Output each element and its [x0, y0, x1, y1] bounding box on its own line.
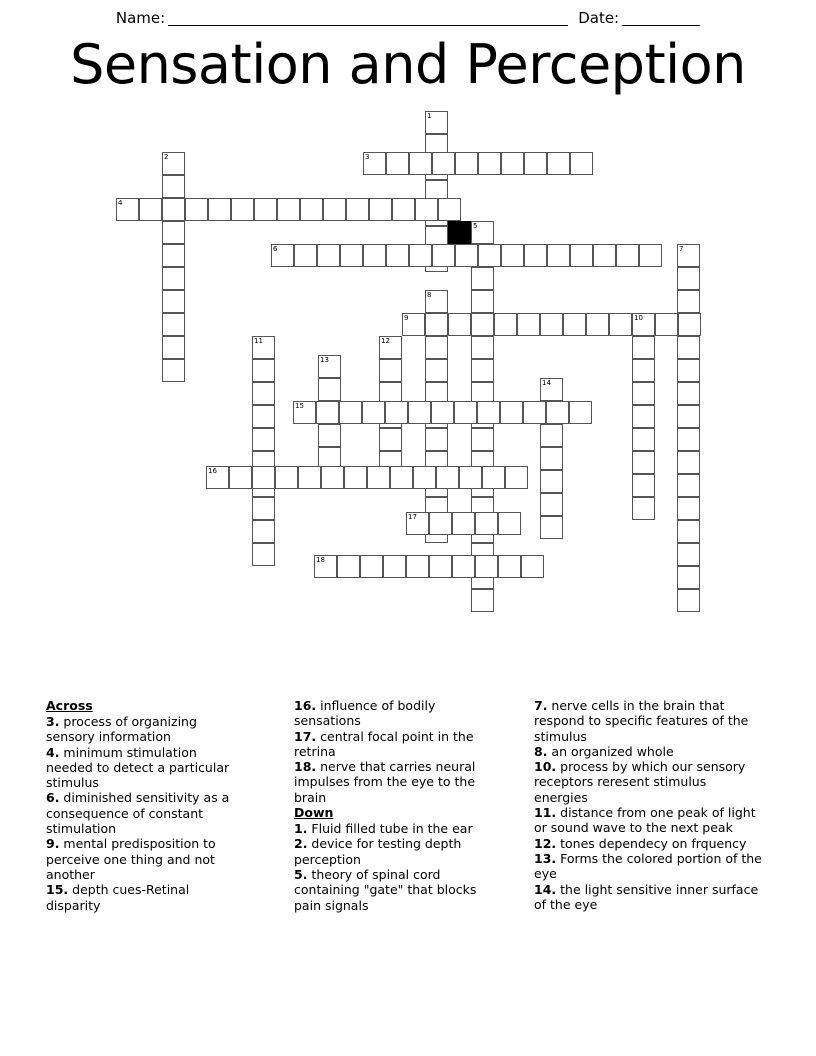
grid-cell[interactable]	[632, 451, 655, 474]
clue-item	[294, 836, 482, 867]
grid-cell[interactable]	[162, 221, 185, 244]
clue-item	[534, 851, 762, 882]
grid-cell[interactable]	[293, 401, 316, 424]
clue-number: 2.	[294, 836, 308, 852]
clue-number: 1.	[294, 821, 308, 837]
grid-cell[interactable]	[677, 566, 700, 589]
grid-cell[interactable]	[363, 152, 386, 175]
grid-cell-number: 6	[273, 245, 278, 253]
clue-number: 18.	[294, 759, 317, 775]
grid-cell[interactable]	[524, 152, 547, 175]
grid-cell[interactable]	[448, 313, 471, 336]
clue-number: 8.	[534, 743, 548, 759]
grid-cell[interactable]	[546, 401, 569, 424]
grid-cell[interactable]	[206, 466, 229, 489]
grid-cell[interactable]	[471, 313, 494, 336]
grid-cell[interactable]	[318, 378, 341, 401]
grid-cell[interactable]	[436, 466, 459, 489]
grid-cell[interactable]	[252, 520, 275, 543]
clue-text: distance from one peak of light or sound wave to the next peak	[534, 805, 756, 836]
grid-cell[interactable]	[632, 382, 655, 405]
grid-cell[interactable]	[386, 244, 409, 267]
grid-cell-blocked	[448, 221, 471, 244]
grid-cell[interactable]	[337, 555, 360, 578]
grid-cell[interactable]	[252, 359, 275, 382]
grid-cell[interactable]	[540, 470, 563, 493]
grid-cell[interactable]	[677, 520, 700, 543]
grid-cell[interactable]	[275, 466, 298, 489]
grid-cell[interactable]	[162, 175, 185, 198]
grid-cell[interactable]	[677, 267, 700, 290]
grid-cell[interactable]	[455, 244, 478, 267]
date-label: Date:	[578, 9, 620, 27]
grid-cell[interactable]	[402, 313, 425, 336]
grid-cell[interactable]	[314, 555, 337, 578]
grid-cell[interactable]	[547, 244, 570, 267]
grid-cell[interactable]	[452, 512, 475, 535]
grid-cell[interactable]	[363, 244, 386, 267]
grid-cell[interactable]	[346, 198, 369, 221]
grid-cell[interactable]	[471, 359, 494, 382]
clue-number: 7.	[534, 698, 548, 713]
clues-section	[0, 698, 816, 998]
grid-cell[interactable]	[586, 313, 609, 336]
clues-column-1	[0, 698, 250, 998]
grid-cell[interactable]	[432, 152, 455, 175]
clue-text: Fluid filled tube in the ear	[307, 821, 473, 837]
grid-cell[interactable]	[379, 359, 402, 382]
clue-text: influence of bodily sensations	[294, 698, 436, 729]
grid-cell[interactable]	[408, 401, 431, 424]
grid-cell[interactable]	[517, 313, 540, 336]
clue-number: 6.	[46, 790, 60, 806]
grid-cell[interactable]	[386, 152, 409, 175]
grid-cell[interactable]	[655, 313, 678, 336]
clue-item	[294, 729, 482, 760]
clue-item	[46, 882, 240, 913]
grid-cell[interactable]	[162, 267, 185, 290]
grid-cell[interactable]	[406, 555, 429, 578]
grid-cell[interactable]	[471, 267, 494, 290]
grid-cell[interactable]	[321, 466, 344, 489]
clue-text: an organized whole	[547, 743, 674, 759]
clue-number: 12.	[534, 835, 557, 851]
grid-cell[interactable]	[413, 466, 436, 489]
grid-cell-number: 3	[365, 153, 370, 161]
clue-text: process of organizing sensory information	[46, 714, 197, 745]
grid-cell[interactable]	[139, 198, 162, 221]
grid-cell[interactable]	[494, 313, 517, 336]
grid-cell[interactable]	[677, 359, 700, 382]
grid-cell[interactable]	[252, 405, 275, 428]
clue-number: 14.	[534, 881, 557, 897]
grid-cell[interactable]	[298, 466, 321, 489]
clue-item	[46, 790, 240, 836]
grid-cell-number: 9	[404, 314, 409, 322]
grid-cell[interactable]	[425, 290, 448, 313]
clue-text: depth cues-Retinal disparity	[46, 882, 190, 913]
clue-text: Forms the colored portion of the eye	[534, 850, 762, 882]
clue-text: nerve cells in the brain that respond to specific features of the stimulus	[534, 698, 749, 744]
grid-cell[interactable]	[498, 555, 521, 578]
grid-cell[interactable]	[362, 401, 385, 424]
grid-cell[interactable]	[455, 152, 478, 175]
grid-cell[interactable]	[498, 512, 521, 535]
grid-cell[interactable]	[379, 428, 402, 451]
grid-cell[interactable]	[540, 313, 563, 336]
grid-cell[interactable]	[569, 401, 592, 424]
grid-cell-number: 16	[208, 467, 217, 475]
grid-cell[interactable]	[162, 313, 185, 336]
grid-cell[interactable]	[616, 244, 639, 267]
grid-cell[interactable]	[162, 336, 185, 359]
clue-text: device for testing depth perception	[294, 836, 462, 867]
grid-cell[interactable]	[252, 336, 275, 359]
grid-cell[interactable]	[425, 111, 448, 134]
grid-cell[interactable]	[415, 198, 438, 221]
grid-cell-number: 5	[473, 222, 478, 230]
grid-cell[interactable]	[609, 313, 632, 336]
grid-cell[interactable]	[429, 512, 452, 535]
across-heading: Across	[46, 698, 93, 713]
clue-number: 16.	[294, 698, 317, 713]
grid-cell[interactable]	[632, 336, 655, 359]
grid-cell[interactable]	[632, 474, 655, 497]
grid-cell[interactable]	[632, 428, 655, 451]
grid-cell[interactable]	[477, 401, 500, 424]
grid-cell[interactable]	[344, 466, 367, 489]
grid-cell[interactable]	[570, 244, 593, 267]
clue-number: 3.	[46, 714, 60, 729]
clues-column-3	[492, 698, 772, 998]
grid-cell[interactable]	[252, 543, 275, 566]
grid-cell[interactable]	[639, 244, 662, 267]
clue-text: the light sensitive inner surface of the eye	[534, 881, 759, 912]
grid-cell[interactable]	[425, 428, 448, 451]
grid-cell[interactable]	[540, 516, 563, 539]
grid-cell[interactable]	[678, 313, 701, 336]
grid-cell[interactable]	[677, 543, 700, 566]
grid-cell[interactable]	[563, 313, 586, 336]
grid-cell-number: 4	[118, 199, 123, 207]
grid-cell[interactable]	[540, 378, 563, 401]
clue-number: 11.	[534, 805, 557, 821]
grid-cell[interactable]	[540, 447, 563, 470]
grid-cell[interactable]	[524, 244, 547, 267]
grid-cell-number: 11	[254, 337, 263, 345]
grid-cell[interactable]	[300, 198, 323, 221]
grid-cell[interactable]	[390, 466, 413, 489]
grid-cell[interactable]	[677, 474, 700, 497]
grid-cell[interactable]	[429, 555, 452, 578]
grid-cell-number: 14	[542, 379, 551, 387]
clue-number: 15.	[46, 882, 69, 898]
grid-cell-number: 12	[381, 337, 390, 345]
grid-cell[interactable]	[677, 244, 700, 267]
grid-cell[interactable]	[632, 497, 655, 520]
clue-item	[534, 805, 762, 836]
clue-item	[294, 759, 482, 805]
grid-cell[interactable]	[432, 244, 455, 267]
grid-cell[interactable]	[471, 336, 494, 359]
grid-cell-number: 2	[164, 153, 169, 161]
grid-cell[interactable]	[231, 198, 254, 221]
grid-cell[interactable]	[162, 359, 185, 382]
clue-item	[534, 744, 762, 759]
grid-cell[interactable]	[478, 244, 501, 267]
grid-cell-number: 17	[408, 513, 417, 521]
grid-cell[interactable]	[523, 401, 546, 424]
grid-cell[interactable]	[501, 152, 524, 175]
grid-cell-number: 15	[295, 402, 304, 410]
clues-column-2	[250, 698, 492, 998]
clue-item	[294, 698, 482, 729]
grid-cell[interactable]	[318, 355, 341, 378]
clue-number: 13.	[534, 850, 557, 866]
grid-cell[interactable]	[454, 401, 477, 424]
grid-cell[interactable]	[677, 405, 700, 428]
clue-text: nerve that carries neural impulses from the eye to the brain	[294, 759, 476, 805]
page-title: Sensation and Perception	[70, 33, 746, 96]
grid-cell[interactable]	[570, 152, 593, 175]
grid-cell[interactable]	[294, 244, 317, 267]
grid-cell[interactable]	[547, 152, 570, 175]
clue-item	[46, 714, 240, 745]
clue-item	[534, 759, 762, 805]
grid-cell-number: 7	[679, 245, 684, 253]
grid-cell[interactable]	[379, 336, 402, 359]
clue-number: 5.	[294, 866, 308, 882]
grid-cell[interactable]	[392, 198, 415, 221]
grid-cell[interactable]	[677, 589, 700, 612]
clue-text: process by which our sensory receptors reresent stimulus energies	[534, 759, 746, 805]
clue-text: theory of spinal cord containing "gate" that blocks pain signals	[294, 866, 477, 913]
grid-cell[interactable]	[540, 493, 563, 516]
grid-cell[interactable]	[425, 359, 448, 382]
grid-cell[interactable]	[431, 401, 454, 424]
clue-item	[534, 836, 762, 851]
grid-cell[interactable]	[252, 466, 275, 489]
clue-number: 17.	[294, 728, 317, 744]
clue-text: mental predisposition to perceive one thing and not another	[46, 836, 216, 882]
grid-cell[interactable]	[229, 466, 252, 489]
grid-cell[interactable]	[185, 198, 208, 221]
grid-cell[interactable]	[632, 405, 655, 428]
grid-cell[interactable]	[500, 401, 523, 424]
grid-cell[interactable]	[478, 152, 501, 175]
grid-cell[interactable]	[162, 290, 185, 313]
grid-cell[interactable]	[459, 466, 482, 489]
grid-cell[interactable]	[360, 555, 383, 578]
grid-cell[interactable]	[316, 401, 339, 424]
grid-cell[interactable]	[317, 244, 340, 267]
grid-cell[interactable]	[409, 152, 432, 175]
grid-cell[interactable]	[475, 512, 498, 535]
grid-cell[interactable]	[116, 198, 139, 221]
clue-text: central focal point in the retrina	[294, 728, 474, 759]
grid-cell[interactable]	[367, 466, 390, 489]
grid-cell[interactable]	[475, 555, 498, 578]
grid-cell[interactable]	[438, 198, 461, 221]
grid-cell[interactable]	[632, 359, 655, 382]
clue-text: minimum stimulation needed to detect a particular stimulus	[46, 744, 230, 791]
grid-cell[interactable]	[632, 313, 655, 336]
grid-cell[interactable]	[452, 555, 475, 578]
clue-item	[294, 821, 482, 836]
grid-cell[interactable]	[593, 244, 616, 267]
grid-cell[interactable]	[409, 244, 432, 267]
grid-cell[interactable]	[271, 244, 294, 267]
grid-cell[interactable]	[162, 198, 185, 221]
name-label: Name:	[115, 9, 166, 27]
grid-cell[interactable]	[471, 221, 494, 244]
grid-cell[interactable]	[252, 382, 275, 405]
grid-cell[interactable]	[677, 451, 700, 474]
clue-item	[534, 698, 762, 744]
grid-cell[interactable]	[482, 466, 505, 489]
clue-number: 9.	[46, 836, 60, 852]
grid-cell-number: 1	[427, 112, 432, 120]
grid-cell[interactable]	[677, 428, 700, 451]
grid-cell[interactable]	[254, 198, 277, 221]
grid-cell[interactable]	[677, 336, 700, 359]
grid-cell-number: 10	[634, 314, 643, 322]
grid-cell[interactable]	[425, 313, 448, 336]
grid-cell-number: 18	[316, 556, 325, 564]
grid-cell[interactable]	[369, 198, 392, 221]
clue-text: diminished sensitivity as a consequence of constant stimulation	[46, 790, 230, 837]
grid-cell[interactable]	[677, 290, 700, 313]
grid-cell[interactable]	[323, 198, 346, 221]
grid-cell[interactable]	[162, 244, 185, 267]
grid-cell[interactable]	[471, 290, 494, 313]
grid-cell[interactable]	[677, 382, 700, 405]
clue-item	[294, 867, 482, 913]
grid-cell[interactable]	[471, 589, 494, 612]
clue-number: 4.	[46, 744, 60, 760]
grid-cell[interactable]	[521, 555, 544, 578]
clue-number: 10.	[534, 759, 557, 775]
grid-cell[interactable]	[340, 244, 363, 267]
grid-cell[interactable]	[677, 497, 700, 520]
grid-cell[interactable]	[501, 244, 524, 267]
clue-item	[534, 882, 762, 913]
grid-cell[interactable]	[208, 198, 231, 221]
grid-cell-number: 8	[427, 291, 432, 299]
grid-cell-number: 13	[320, 356, 329, 364]
grid-cell[interactable]	[540, 424, 563, 447]
grid-cell[interactable]	[425, 336, 448, 359]
clue-text: tones dependecy on frquency	[556, 835, 747, 851]
grid-cell[interactable]	[252, 497, 275, 520]
grid-cell[interactable]	[252, 428, 275, 451]
grid-cell[interactable]	[277, 198, 300, 221]
grid-cell[interactable]	[383, 555, 406, 578]
grid-cell[interactable]	[471, 428, 494, 451]
grid-cell[interactable]	[318, 424, 341, 447]
grid-cell[interactable]	[406, 512, 429, 535]
clue-item	[46, 836, 240, 882]
grid-cell[interactable]	[339, 401, 362, 424]
grid-cell[interactable]	[505, 466, 528, 489]
down-heading: Down	[294, 805, 334, 821]
grid-cell[interactable]	[162, 152, 185, 175]
clue-item	[46, 745, 240, 791]
grid-cell[interactable]	[385, 401, 408, 424]
